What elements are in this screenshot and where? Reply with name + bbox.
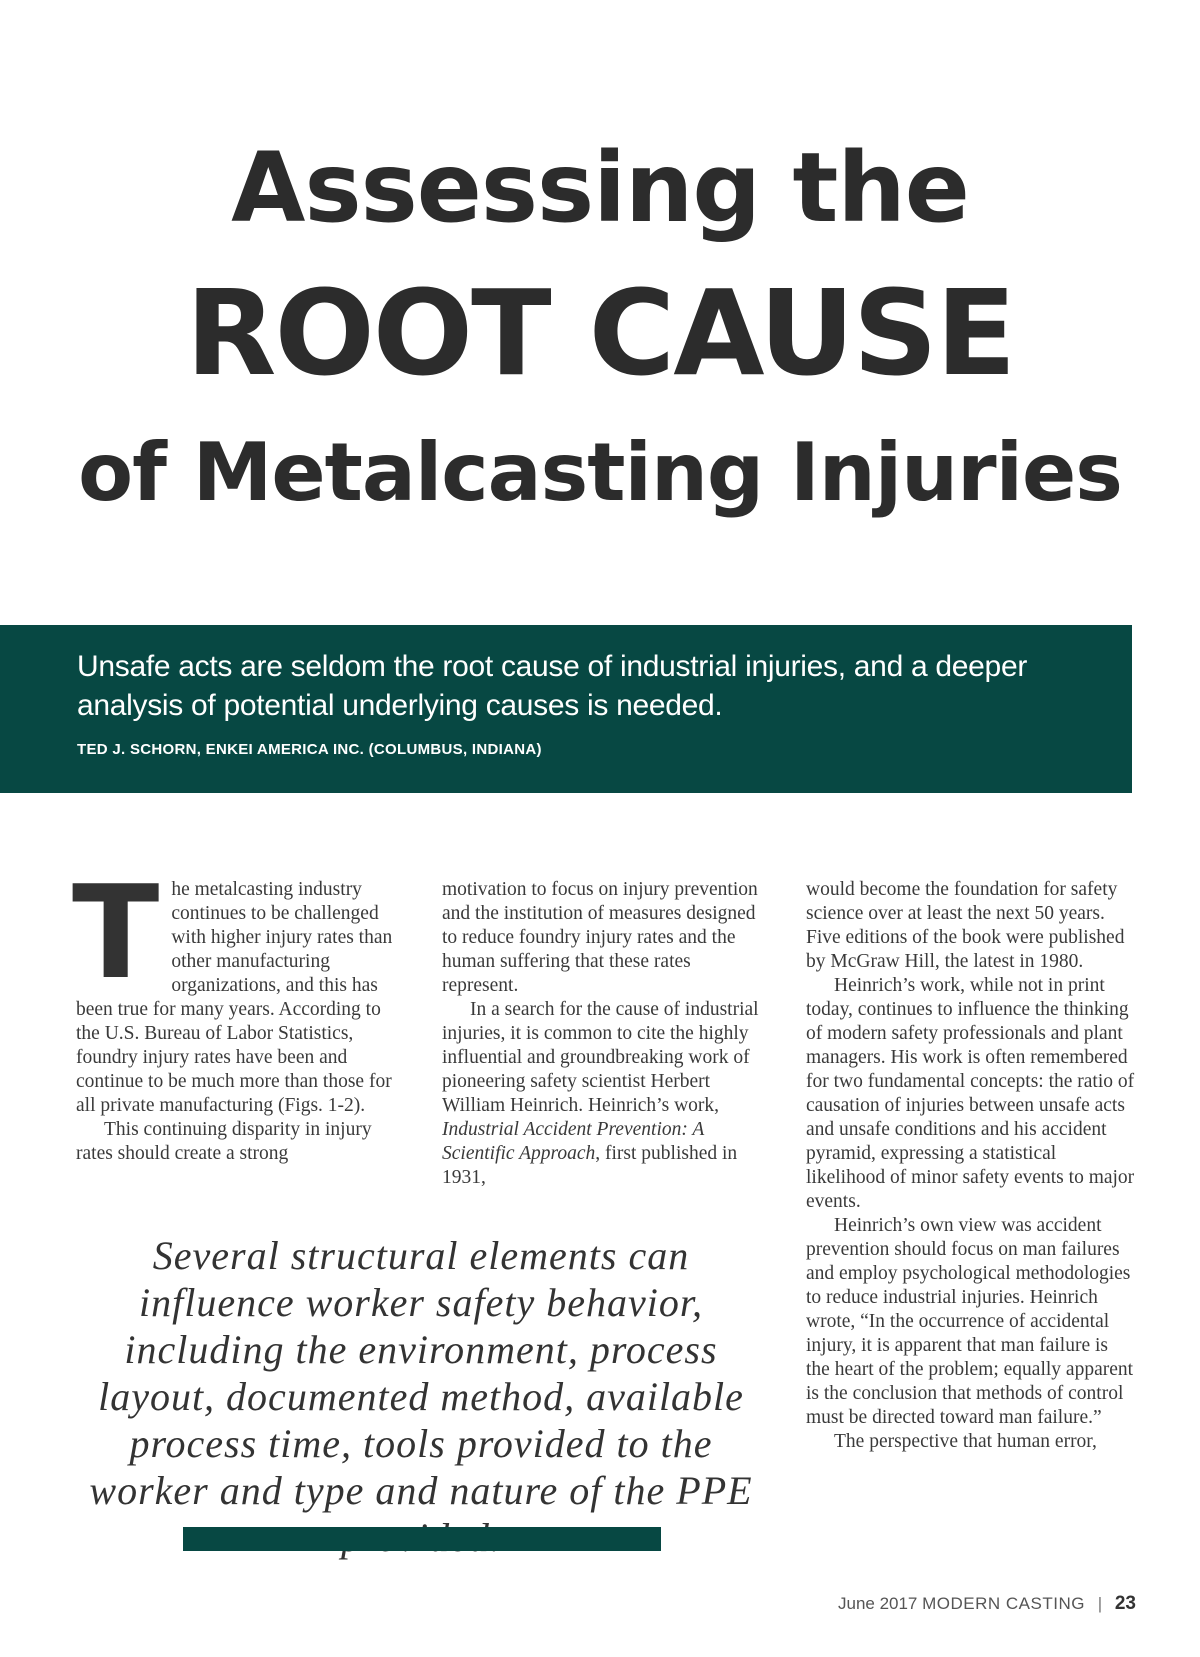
footer-date: June 2017 (837, 1594, 918, 1613)
paragraph: would become the foundation for safety science over at least the next 50 years. Five editions of the book were published by McGraw Hill, the latest in 1980. (806, 879, 1125, 972)
body-column-2 (442, 878, 767, 1190)
paragraph-text: he metalcasting industry continues to be challenged with higher injury rates than other manufacturing organizations, and this has been true for many years. According to the U.S. Bureau of Labor Statistics, foundry injury rates have been and continue to be much more than those for all private manufacturing (Figs. 1-2). (76, 879, 393, 1116)
footer-separator: | (1097, 1594, 1103, 1613)
paragraph-text: In a search for the cause of industrial injuries, it is common to cite the highly influential and groundbreaking work of pioneering safety scientist Herbert William Heinrich. Heinrich’s work, (442, 999, 759, 1116)
paragraph: motivation to focus on injury prevention and the institution of measures designed to reduce foundry injury rates and the human suffering that these rates represent. (442, 879, 758, 996)
pull-quote: Several structural elements can influence worker safety behavior, including the environment, process layout, documented method, available process time, tools provided to the worker and type and nature of the PPE (89, 1233, 753, 1513)
title-line-3: of Metalcasting Injuries (78, 426, 1122, 519)
paragraph-text: , first published in 1931, (442, 1143, 738, 1188)
byline: TED J. SCHORN, ENKEI AMERICA INC. (COLUMBUS, INDIANA) (77, 741, 542, 758)
drop-cap: T (72, 859, 160, 1008)
paragraph (442, 998, 767, 1190)
page-footer (838, 1593, 1136, 1615)
deck-text: Unsafe acts are seldom the root cause of industrial injuries, and a deeper analysis of potential underlying causes is needed. (77, 650, 1028, 722)
paragraph (72, 859, 398, 1118)
paragraph: This continuing disparity in injury rates should create a strong (76, 1119, 372, 1164)
body-column-3 (806, 878, 1136, 1454)
article-title (0, 118, 1200, 538)
title-line-1: Assessing the (231, 132, 969, 244)
book-title: Industrial Accident Prevention: A Scientific Approach (442, 1119, 704, 1164)
page-number: 23 (1114, 1593, 1136, 1614)
title-line-2: ROOT CAUSE (185, 264, 1015, 402)
paragraph: Heinrich’s work, while not in print today, continues to influence the thinking of modern safety professionals and plant managers. His work is often remembered for two fundamental concepts: the ratio of causation of injuries between unsafe acts and unsafe conditions and his accident pyramid, expressing a statistical likelihood of minor safety events to major events. (806, 975, 1135, 1212)
footer-publication: MODERN CASTING (922, 1594, 1085, 1613)
deck-banner (0, 625, 1132, 793)
body-column-1 (72, 859, 398, 1166)
pull-quote-bar (183, 1527, 661, 1551)
paragraph: The perspective that human error, (834, 1431, 1097, 1452)
paragraph: Heinrich’s own view was accident prevention should focus on man failures and employ psychological methodologies to reduce industrial injuries. Heinrich wrote, “In the occurrence of accidental injury, it is apparent that man failure is the heart of the problem; equally apparent is the conclusion that methods of control must be directed toward man failure.” (806, 1215, 1134, 1428)
